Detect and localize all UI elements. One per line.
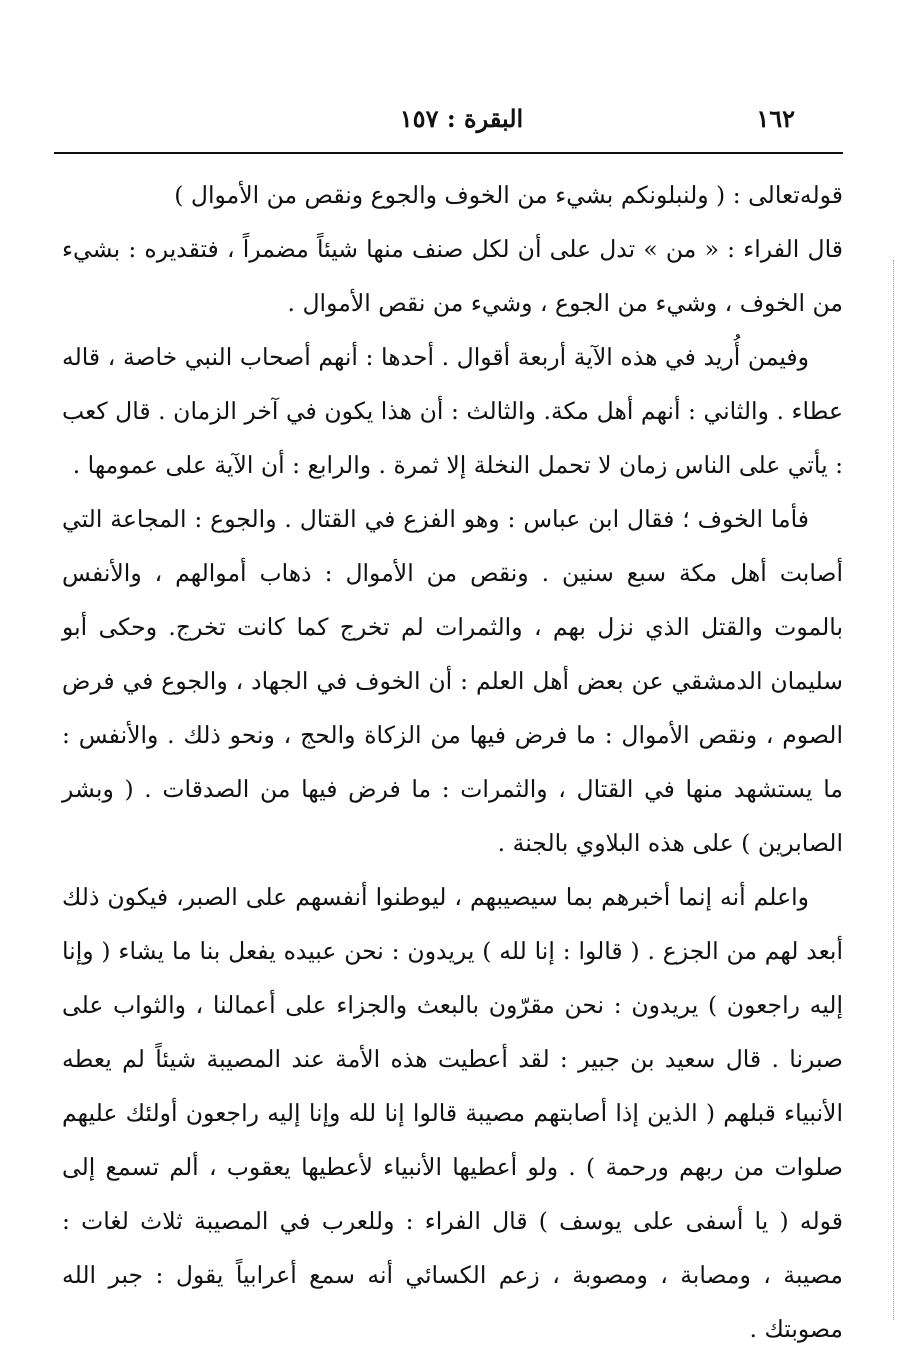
body-text xyxy=(62,168,843,1356)
verse-paragraph: قوله‌تعالى : ( ولنبلونكم بشيء من الخوف والجوع ونقص من الأموال ) xyxy=(174,181,843,209)
paragraph-fear: فأما الخوف ؛ فقال ابن عباس : وهو الفزع في القتال . والجوع : المجاعة التي أصابت أهل مكة سبع سنين . ونقص من الأموال : ذهاب أموالهم ، والأنفس بالموت والقتل الذي نزل بهم ، والثمرات لم تخرج كما كانت تخرج. وحكى أبو سليمان الدمشقي عن بعض أهل العلم : أن الخوف في الجهاد ، والجوع في فرض الصوم ، ونقص الأموال : ما فرض فيها من الزكاة والحج ، ونحو ذلك . والأنفس : ما يستشهد منها في القتال ، والثمرات : ما فرض فيها من الصدقات . ( وبشر الصابرين ) على هذه البلاوي بالجنة . xyxy=(62,505,843,857)
page-number: ١٦٢ xyxy=(756,104,795,133)
page-header xyxy=(60,92,863,142)
paragraph-farra: قال الفراء : « من » تدل على أن لكل صنف منها شيئاً مضمراً ، فتقديره : بشيء من الخوف ، وشيء من الجوع ، وشيء من نقص الأموال . xyxy=(62,235,843,317)
paragraph-opinions: وفيمن أُريد في هذه الآية أربعة أقوال . أحدها : أنهم أصحاب النبي خاصة ، قاله عطاء . والثاني : أنهم أهل مكة. والثالث : أن هذا يكون في آخر الزمان . قال كعب : يأتي على الناس زمان لا تحمل النخلة إلا ثمرة . والرابع : أن الآية على عمومها . xyxy=(62,343,843,479)
running-head: البقرة : ١٥٧ xyxy=(399,104,524,133)
margin-line xyxy=(893,260,894,1320)
paragraph-patience: واعلم أنه إنما أخبرهم بما سيصيبهم ، ليوطنوا أنفسهم على الصبر، فيكون ذلك أبعد لهم من الجزع . ( قالوا : إنا لله ) يريدون : نحن عبيده يفعل بنا ما يشاء ( وإنا إليه راجعون ) يريدون : نحن مقرّون بالبعث والجزاء على أعمالنا ، والثواب على صبرنا . قال سعيد بن جبير : لقد أعطيت هذه الأمة عند المصيبة شيئاً لم يعطه الأنبياء قبلهم ( الذين إذا أصابتهم مصيبة قالوا إنا لله وإنا إليه راجعون أولئك عليهم صلوات من ربهم ورحمة ) . ولو أعطيها الأنبياء لأعطيها يعقوب ، ألم تسمع إلى قوله ( يا أسفى على يوسف ) قال الفراء : وللعرب في المصيبة ثلاث لغات : مصيبة ، ومصابة ، ومصوبة ، زعم الكسائي أنه سمع أعرابياً يقول : جبر الله مصوبتك . xyxy=(62,883,843,1343)
header-rule xyxy=(54,152,843,154)
